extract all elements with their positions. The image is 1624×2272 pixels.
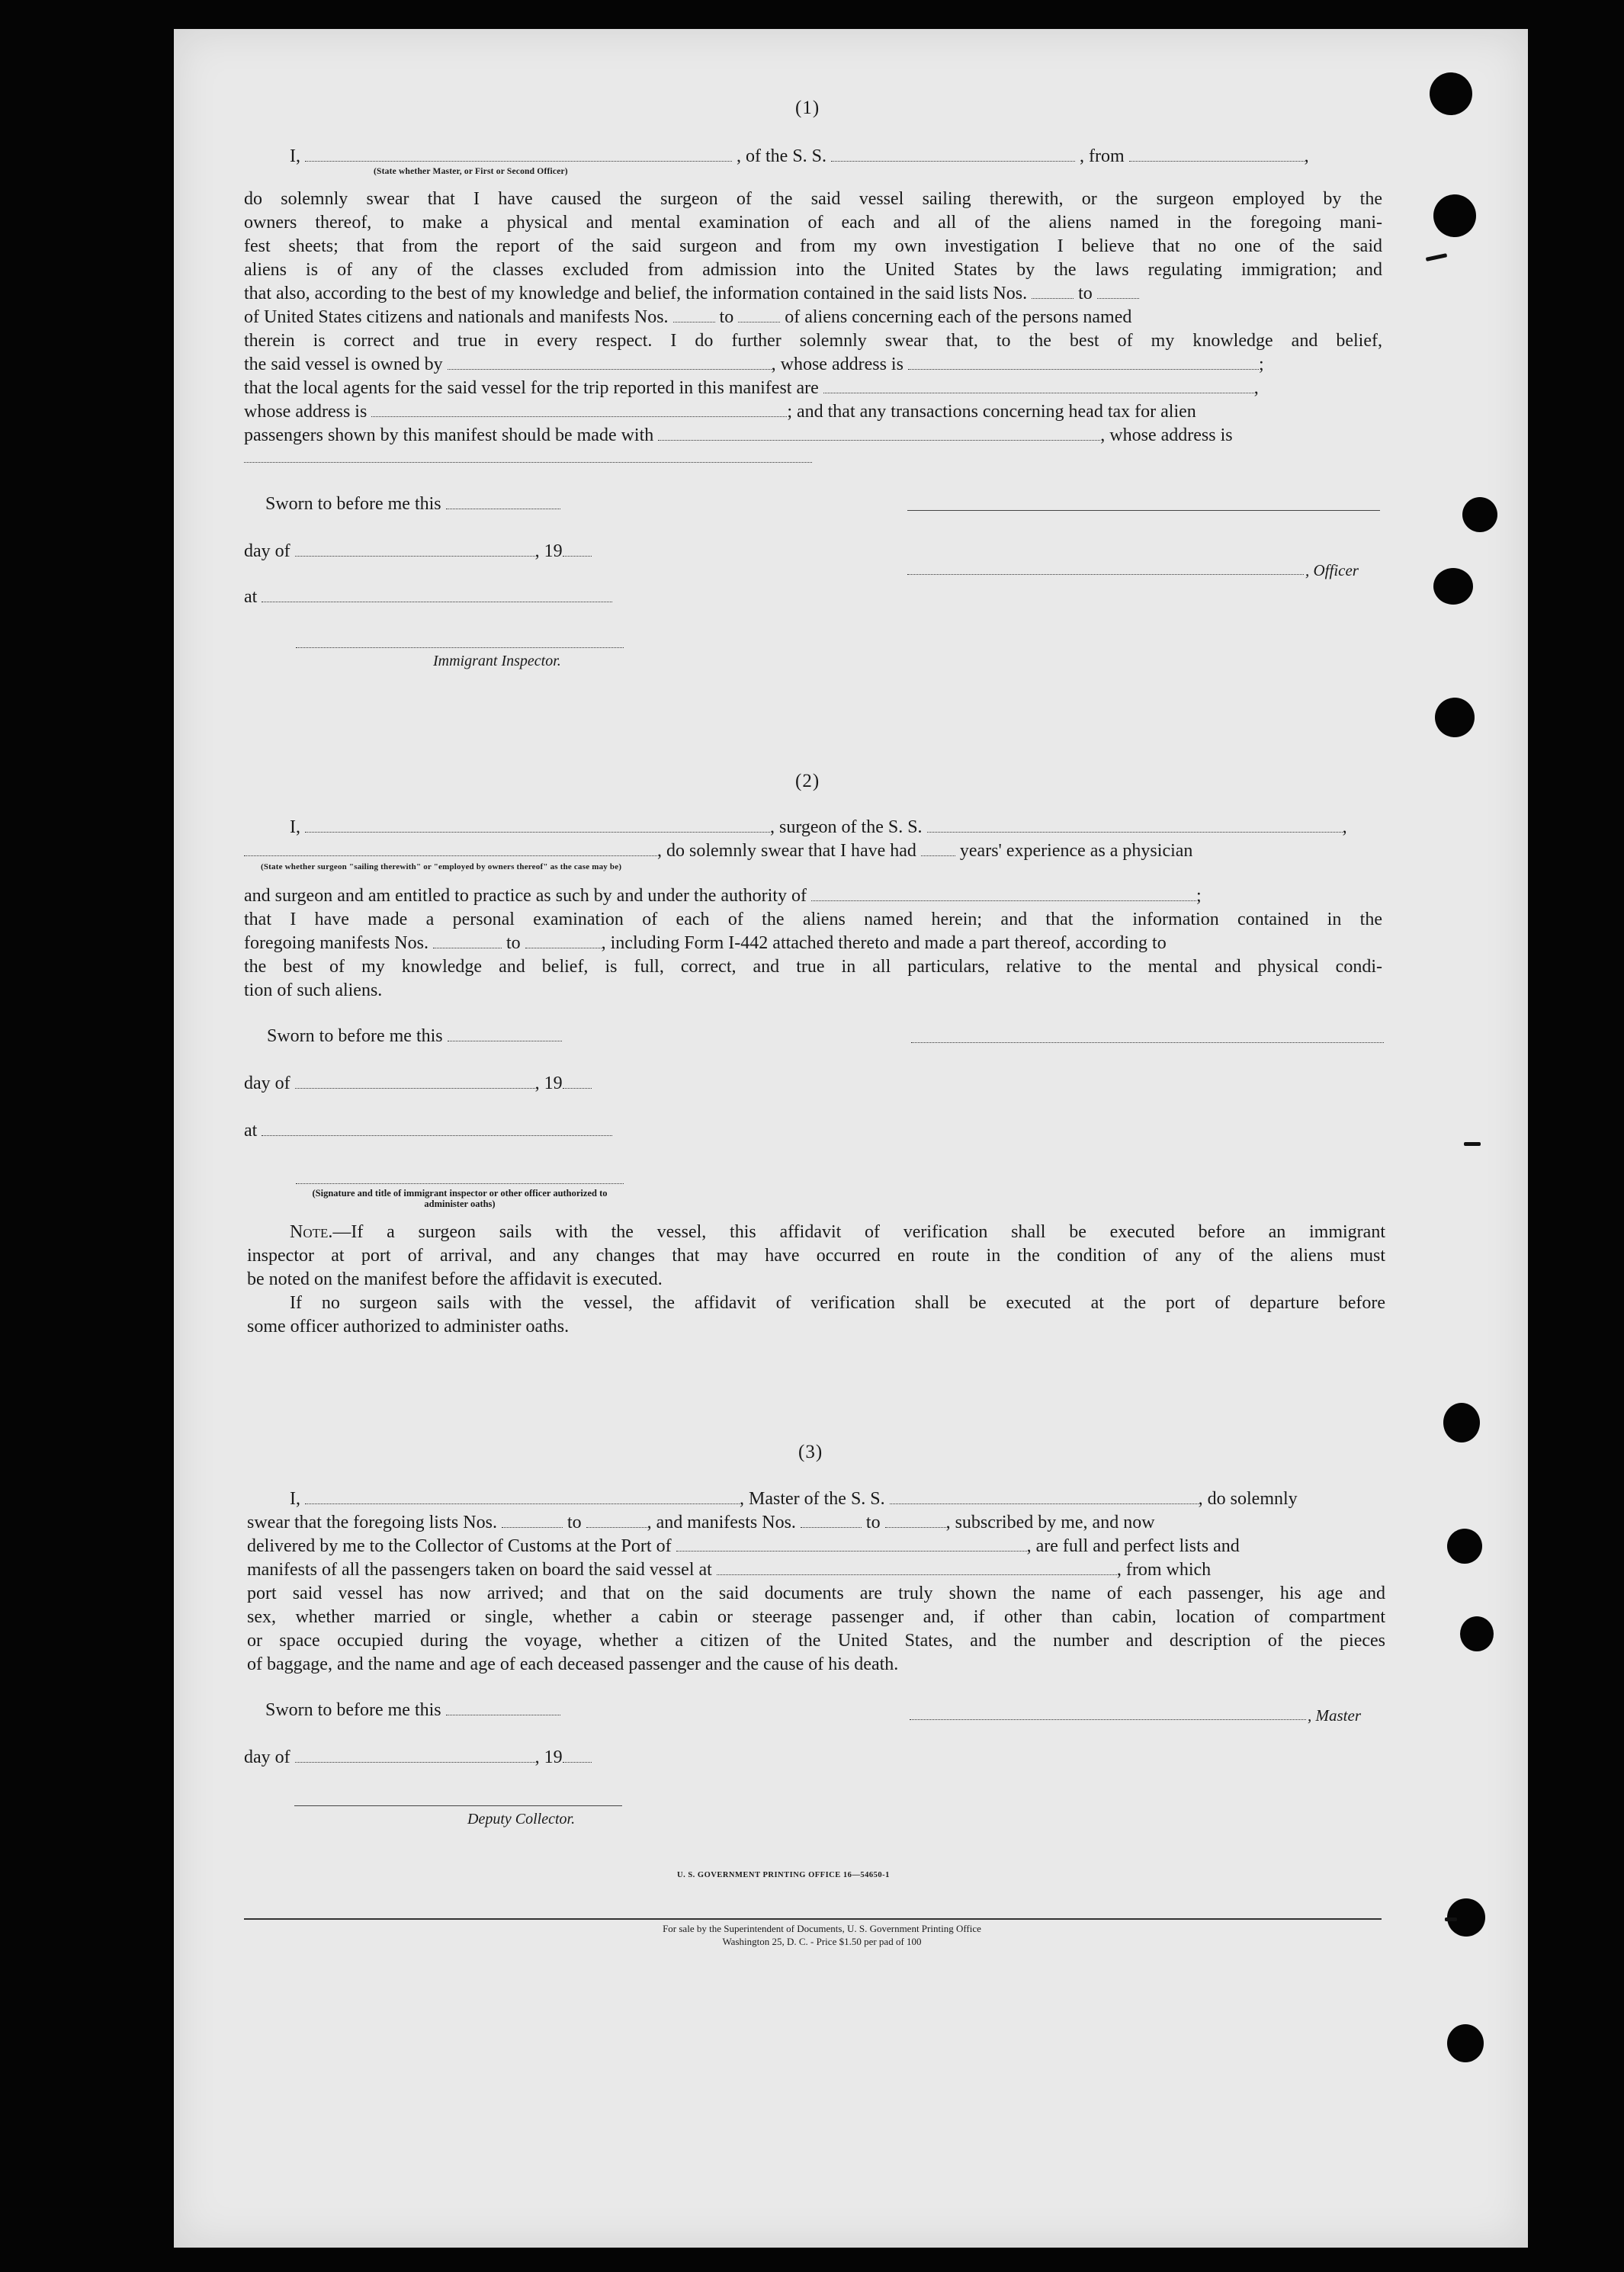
sworn-day-field-2[interactable] — [448, 1027, 562, 1041]
sworn-line-3: Sworn to before me this — [265, 1699, 662, 1722]
section2-body-line: the best of my knowledge and belief, is full, correct, and true in all particulars, relative to the mental and physical condi- — [244, 957, 1382, 977]
place-field-1[interactable] — [262, 588, 612, 602]
punch-hole — [1443, 1403, 1480, 1442]
section2-opening-line: I, , surgeon of the S. S. , — [290, 817, 1347, 837]
collector-signature-line[interactable] — [294, 1805, 622, 1806]
sworn-day-field-3[interactable] — [446, 1701, 560, 1715]
section3-body-line: port said vessel has now arrived; and that on the said documents are truly shown the name of each passenger, his age and — [247, 1584, 1385, 1603]
punch-hole — [1435, 698, 1475, 737]
month-field-3[interactable] — [295, 1748, 535, 1763]
manifests-to-field[interactable] — [738, 308, 780, 323]
footer-rule — [244, 1918, 1382, 1920]
surgeon-vessel-field[interactable] — [927, 818, 1343, 833]
punch-hole — [1462, 497, 1497, 532]
punch-hole — [1447, 2024, 1484, 2062]
note-line: Note.—If a surgeon sails with the vessel, this affidavit of verification shall be executed before an immigrant — [290, 1222, 1385, 1242]
section1-body-line: fest sheets; that from the report of the said surgeon and from my own investigation I believe that no one of the said — [244, 236, 1382, 256]
binding-mark — [1445, 1917, 1457, 1921]
at-line-2: at — [244, 1119, 663, 1142]
head-tax-address-field[interactable] — [244, 462, 812, 463]
day-of-line-2: day of , 19 — [244, 1072, 663, 1095]
sale-notice: For sale by the Superintendent of Documents, U. S. Government Printing Office Washington 25, D. C. - Price $1.50 per pad of 100 — [663, 1923, 981, 1947]
head-tax-field[interactable] — [658, 426, 1100, 441]
inspector-caption: Immigrant Inspector. — [433, 653, 561, 669]
section3-body-line: or space occupied during the voyage, whether a citizen of the United States, and the number and description of the pieces — [247, 1631, 1385, 1651]
year-field-3[interactable] — [563, 1748, 592, 1763]
section-number-3: (3) — [798, 1442, 823, 1462]
owner-field[interactable] — [448, 355, 772, 370]
officer-name-field[interactable] — [305, 147, 732, 162]
lists-to-field[interactable] — [1097, 284, 1139, 299]
master-vessel-field[interactable] — [890, 1490, 1199, 1504]
owned-by-line: the said vessel is owned by , whose address is ; — [244, 355, 1264, 374]
section2-body-line: that I have made a personal examination of each of the aliens named herein; and that the information contained in the — [244, 910, 1382, 929]
day-of-line-3: day of , 19 — [244, 1746, 663, 1769]
day-of-line-1: day of , 19 — [244, 540, 663, 563]
agents-field[interactable] — [823, 379, 1254, 393]
surgeon-name-field[interactable] — [305, 818, 770, 833]
s3-manifests-to-field[interactable] — [885, 1513, 946, 1528]
officer-title-line[interactable] — [907, 574, 1304, 575]
collector-caption: Deputy Collector. — [467, 1811, 576, 1828]
place-field-2[interactable] — [262, 1122, 612, 1136]
punch-hole — [1433, 194, 1476, 237]
inspector-signature-line[interactable] — [296, 647, 624, 648]
section1-body-line: do solemnly swear that I have caused the surgeon of the said vessel sailing therewith, or the surgeon employed by the — [244, 189, 1382, 209]
signature-caption: (Signature and title of immigrant inspector or other officer authorized to administer oaths) — [312, 1188, 608, 1209]
agents-address-field[interactable] — [371, 403, 787, 417]
owner-address-field[interactable] — [908, 355, 1259, 370]
sworn-line-2: Sworn to before me this — [267, 1025, 663, 1048]
at-line-1: at — [244, 586, 663, 608]
section2-body-line: tion of such aliens. — [244, 980, 383, 1000]
sworn-line-1: Sworn to before me this — [265, 493, 662, 515]
note-line: some officer authorized to administer oaths. — [247, 1317, 570, 1337]
punch-hole — [1430, 72, 1472, 115]
officer-signature-line[interactable] — [907, 510, 1380, 511]
sworn-day-field-1[interactable] — [446, 495, 560, 509]
foregoing-manifests-line: foregoing manifests Nos. to , including Form I-442 attached thereto and made a part thereof, according to — [244, 933, 1167, 953]
manifests-from-field[interactable] — [673, 308, 715, 323]
vessel-name-field[interactable] — [831, 147, 1075, 162]
s3-manifests-from-field[interactable] — [801, 1513, 862, 1528]
authorized-officer-signature-line[interactable] — [296, 1183, 624, 1184]
passengers-line: passengers shown by this manifest should be made with , whose address is — [244, 425, 1233, 445]
section1-body-line: aliens is of any of the classes excluded from admission into the United States by the laws regulating immigration; and — [244, 260, 1382, 280]
s2-manifests-to-field[interactable] — [525, 934, 602, 948]
boarding-port-field[interactable] — [717, 1561, 1117, 1575]
officer-caption: , Officer — [1305, 561, 1359, 579]
month-field-2[interactable] — [295, 1074, 535, 1089]
month-field-1[interactable] — [295, 542, 535, 557]
section3-body-line: sex, whether married or single, whether a cabin or steerage passenger and, if other than cabin, location of compartment — [247, 1607, 1385, 1627]
departure-port-field[interactable] — [1129, 147, 1305, 162]
section1-manifests-line: of United States citizens and nationals and manifests Nos. to of aliens concerning each of the persons named — [244, 307, 1132, 327]
authority-line: and surgeon and am entitled to practice as such by and under the authority of ; — [244, 886, 1202, 906]
agents-line: that the local agents for the said vessel for the trip reported in this manifest are , — [244, 378, 1259, 398]
section1-body-line: owners thereof, to make a physical and mental examination of each and all of the aliens named in the foregoing mani- — [244, 213, 1382, 233]
s3-lists-from-field[interactable] — [502, 1513, 563, 1528]
year-field-1[interactable] — [563, 542, 592, 557]
s3-lists-to-field[interactable] — [586, 1513, 647, 1528]
surgeon-capacity-field[interactable] — [244, 842, 657, 856]
note-line: If no surgeon sails with the vessel, the affidavit of verification shall be executed at the port of departure before — [290, 1293, 1385, 1313]
punch-hole — [1433, 568, 1473, 605]
authority-field[interactable] — [811, 887, 1196, 901]
note-line: be noted on the manifest before the affidavit is executed. — [247, 1269, 663, 1289]
arrival-port-field[interactable] — [676, 1537, 1027, 1552]
section3-opening-line: I, , Master of the S. S. , do solemnly — [290, 1489, 1298, 1509]
agents-address-line: whose address is ; and that any transactions concerning head tax for alien — [244, 402, 1196, 422]
punch-hole — [1460, 1616, 1494, 1651]
section1-opening-line: I, , of the S. S. , from , — [290, 146, 1309, 166]
section2-experience-line: , do solemnly swear that I have had years' experience as a physician — [244, 839, 1382, 862]
lists-from-field[interactable] — [1032, 284, 1074, 299]
section3-port-line: delivered by me to the Collector of Customs at the Port of , are full and perfect lists and — [247, 1536, 1240, 1556]
section3-boarding-line: manifests of all the passengers taken on board the said vessel at , from which — [247, 1560, 1212, 1580]
s2-manifests-from-field[interactable] — [433, 934, 502, 948]
form-sheet — [174, 29, 1528, 2248]
section-number-2: (2) — [795, 771, 820, 791]
master-caption: , Master — [1308, 1706, 1361, 1725]
master-name-field[interactable] — [305, 1490, 740, 1504]
gpo-imprint: U. S. GOVERNMENT PRINTING OFFICE 16—54650-1 — [677, 1871, 890, 1879]
surgeon-signature-line[interactable] — [911, 1042, 1384, 1043]
binding-mark — [1464, 1142, 1481, 1146]
punch-hole — [1447, 1529, 1482, 1564]
section1-lists-line: that also, according to the best of my knowledge and belief, the information contained in the said lists Nos. to — [244, 282, 1382, 305]
note-line: inspector at port of arrival, and any changes that may have occurred en route in the condition of any of the aliens must — [247, 1246, 1385, 1266]
section1-body-line: therein is correct and true in every respect. I do further solemnly swear that, to the best of my knowledge and belief, — [244, 331, 1382, 351]
section3-lists-line: swear that the foregoing lists Nos. to , and manifests Nos. to , subscribed by me, and now — [247, 1513, 1155, 1532]
years-field[interactable] — [921, 842, 955, 856]
section-number-1: (1) — [795, 98, 820, 118]
section3-body-line: of baggage, and the name and age of each deceased passenger and the cause of his death. — [247, 1654, 899, 1674]
officer-hint: (State whether Master, or First or Second Officer) — [374, 167, 568, 176]
surgeon-hint: (State whether surgeon "sailing therewith" or "employed by owners thereof" as the case may be) — [261, 862, 622, 871]
year-field-2[interactable] — [563, 1074, 592, 1089]
master-signature-line[interactable] — [910, 1719, 1306, 1720]
